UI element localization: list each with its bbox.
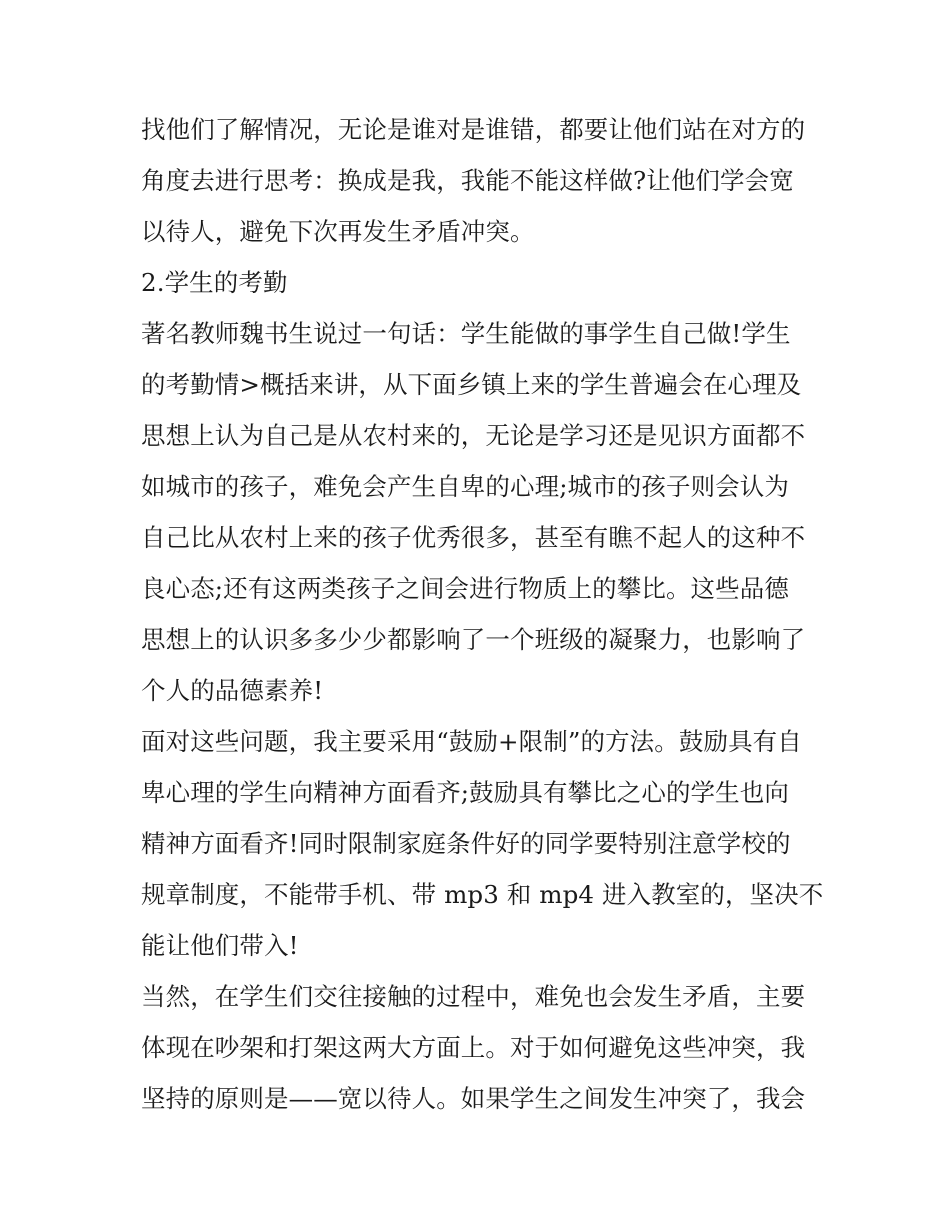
text-line: 个人的品德素养! [141,676,324,705]
text-line: 良心态;还有这两类孩子之间会进行物质上的攀比。这些品德 [141,574,789,603]
text-line: 面对这些问题，我主要采用“鼓励+限制”的方法。鼓励具有自 [141,727,802,756]
text-line: 思想上认为自己是从农村来的，无论是学习还是见识方面都不 [141,421,806,450]
text-line: 体现在吵架和打架这两大方面上。对于如何避免这些冲突，我 [141,1033,806,1062]
text-line: 规章制度，不能带手机、带 mp3 和 mp4 进入教室的，坚决不 [141,880,824,909]
text-line: 以待人，避免下次再发生矛盾冲突。 [141,217,535,246]
text-line: 坚持的原则是——宽以待人。如果学生之间发生冲突了，我会 [141,1084,806,1113]
text-line: 思想上的认识多多少少都影响了一个班级的凝聚力，也影响了 [141,625,806,654]
text-line: 能让他们带入! [141,931,299,960]
document-page [141,104,824,1124]
section-heading: 2.学生的考勤 [141,268,288,297]
text-line: 当然，在学生们交往接触的过程中，难免也会发生矛盾，主要 [141,982,806,1011]
text-line: 自己比从农村上来的孩子优秀很多，甚至有瞧不起人的这种不 [141,523,806,552]
text-line: 精神方面看齐!同时限制家庭条件好的同学要特别注意学校的 [141,829,791,858]
text-line: 的考勤情>概括来讲，从下面乡镇上来的学生普遍会在心理及 [141,370,802,399]
text-line: 如城市的孩子，难免会产生自卑的心理;城市的孩子则会认为 [141,472,789,501]
text-line: 角度去进行思考：换成是我，我能不能这样做?让他们学会宽 [141,166,794,195]
text-line: 卑心理的学生向精神方面看齐;鼓励具有攀比之心的学生也向 [141,778,789,807]
text-line: 著名教师魏书生说过一句话：学生能做的事学生自己做!学生 [141,319,791,348]
text-line: 找他们了解情况，无论是谁对是谁错，都要让他们站在对方的 [141,115,806,144]
